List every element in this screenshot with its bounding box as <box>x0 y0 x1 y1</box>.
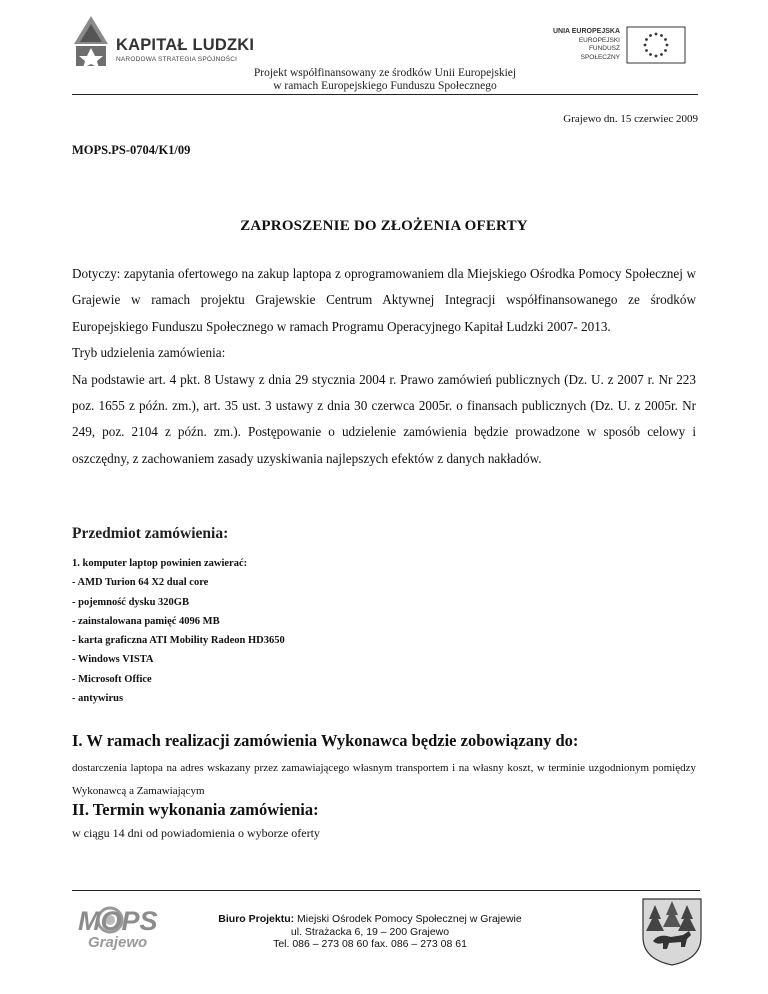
footer-institution: Miejski Ośrodek Pomocy Społecznej w Grajewie <box>297 913 522 925</box>
section2-heading: II. Termin wykonania zamówienia: <box>72 800 319 819</box>
body-paragraph-legal-basis: Na podstawie art. 4 pkt. 8 Ustawy z dnia 29 stycznia 2004 r. Prawo zamówień publicznych (Dz. U. z 2007 r. Nr 223 poz. 1655 z późn. zm.), art. 35 ust. 3 ustawy z dnia 30 czerwca 2005r. o finansach publicznych (Dz. U. z 2005r. Nr 249, poz. 2104 z późn. zm.). Postępowanie o udzielenie zamówienia będzie prowadzone w sposób celowy i oszczędny, z zachowaniem zasady uzyskiwania najlepszych efektów z danych nakładów. <box>72 371 696 466</box>
reference-number: MOPS.PS-0704/K1/09 <box>72 143 191 157</box>
subject-list <box>72 554 672 708</box>
document-date: Grajewo dn. 15 czerwiec 2009 <box>563 113 698 125</box>
footer-line3: Tel. 086 – 273 08 60 fax. 086 – 273 08 61 <box>273 938 467 950</box>
subject-heading: Przedmiot zamówienia: <box>72 525 229 542</box>
section2-text: w ciągu 14 dni od powiadomienia o wyborze oferty <box>72 826 320 840</box>
document-title: ZAPROSZENIE DO ZŁOŻENIA OFERTY <box>240 218 528 234</box>
footer-address <box>190 913 550 951</box>
document-body <box>72 261 696 472</box>
eu-flag-icon <box>626 26 686 64</box>
cofinancing-line1: Projekt współfinansowany ze środków Unii Europejskiej <box>253 67 517 79</box>
list-item: - zainstalowana pamięć 4096 MB <box>72 615 220 627</box>
kapital-ludzki-subtitle: NARODOWA STRATEGIA SPÓJNOŚCI <box>116 56 238 63</box>
mops-logo-text: MOPS <box>78 906 158 936</box>
section1-text: dostarczenia laptopa na adres wskazany przez zamawiającego własnym transportem i na własny koszt, w terminie uzgodnionym pomiędzy Wykonawcą a Zamawiającym <box>72 762 696 797</box>
list-item: - pojemność dysku 320GB <box>72 596 189 608</box>
footer-line2: ul. Strażacka 6, 19 – 200 Grajewo <box>290 925 450 938</box>
kapital-ludzki-title: KAPITAŁ LUDZKI <box>116 36 255 54</box>
eu-logo-line1: UNIA EUROPEJSKA <box>552 28 620 35</box>
kapital-ludzki-emblem-icon <box>72 14 110 70</box>
list-item: - antywirus <box>72 693 124 705</box>
body-paragraph-subject: Dotyczy: zapytania ofertowego na zakup laptopa z oprogramowaniem dla Miejskiego Ośrodka Pomocy Społecznej w Grajewie w ramach projektu Grajewskie Centrum Aktywnej Integracji współfinansowanego ze środków Europejskiego Funduszu Społecznego w ramach Programu Operacyjnego Kapitał Ludzki 2007- 2013. <box>72 266 696 334</box>
page-header <box>72 12 698 94</box>
eu-logo-text <box>550 28 620 62</box>
mops-logo-subtext: Grajewo <box>88 934 148 951</box>
grajewo-coat-of-arms-icon <box>641 897 703 967</box>
kapital-ludzki-logo <box>72 14 272 72</box>
cofinancing-note <box>72 67 698 93</box>
list-item: 1. komputer laptop powinien zawierać: <box>72 558 248 569</box>
list-item: - Windows VISTA <box>72 654 154 666</box>
mops-logo <box>76 900 186 952</box>
footer-divider <box>72 890 700 891</box>
eu-logo <box>550 26 690 66</box>
section1-heading: I. W ramach realizacji zamówienia Wykonawca będzie zobowiązany do: <box>72 731 579 750</box>
eu-logo-line2: EUROPEJSKI <box>578 36 620 44</box>
list-item: - AMD Turion 64 X2 dual core <box>72 577 209 589</box>
footer-line1 <box>190 913 550 926</box>
list-item: - karta graficzna ATI Mobility Radeon HD3650 <box>72 635 285 647</box>
header-divider <box>72 94 698 95</box>
list-item: - Microsoft Office <box>72 673 152 685</box>
body-paragraph-procedure-label: Tryb udzielenia zamówienia: <box>72 345 226 361</box>
cofinancing-line2: w ramach Europejskiego Funduszu Społecznego <box>273 80 497 92</box>
eu-logo-line3: FUNDUSZ SPOŁECZNY <box>580 45 620 61</box>
footer-label: Biuro Projektu: <box>218 913 295 925</box>
